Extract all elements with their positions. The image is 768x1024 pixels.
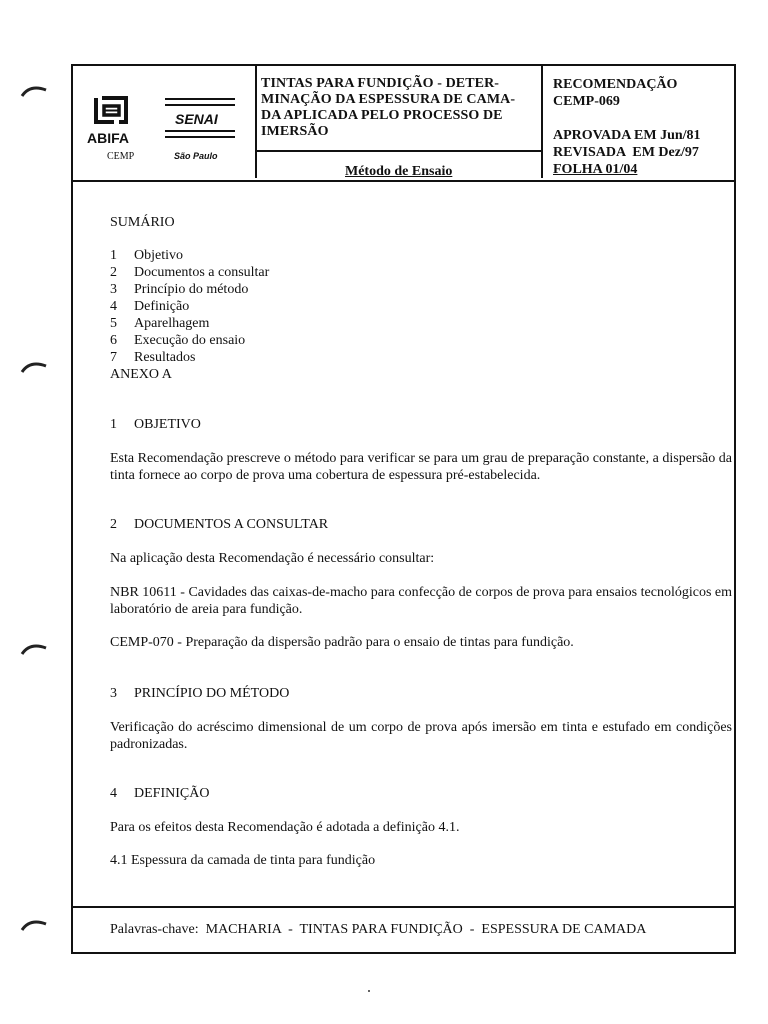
reference-item: CEMP-070 - Preparação da dispersão padrão para o ensaio de tintas para fundição. (110, 635, 574, 650)
section-heading: 4 DEFINIÇÃO (110, 786, 210, 801)
summary-item: 7 Resultados (110, 350, 196, 365)
abifa-logo-icon (92, 95, 130, 127)
doc-type: RECOMENDAÇÃO (553, 77, 678, 92)
document-header (73, 66, 734, 182)
summary-item: 3 Princípio do método (110, 282, 249, 297)
document-frame (71, 64, 736, 954)
document-info (543, 66, 734, 178)
section-heading: 2 DOCUMENTOS A CONSULTAR (110, 517, 329, 532)
document-title: TINTAS PARA FUNDIÇÃO - DETER- MINAÇÃO DA ESPESSURA DE CAMA- DA APLICADA PELO PROCESSO DE IMERSÃO (261, 76, 516, 139)
summary-item: 5 Aparelhagem (110, 316, 210, 331)
approved-date: APROVADA EM Jun/81 (553, 128, 701, 143)
scan-dot (368, 990, 370, 992)
keywords-footer: Palavras-chave: MACHARIA - TINTAS PARA FUNDIÇÃO - ESPESSURA DE CAMADA (110, 922, 647, 937)
method-label: Método de Ensaio (345, 164, 453, 179)
summary-item: 6 Execução do ensaio (110, 333, 246, 348)
binder-mark (20, 360, 48, 376)
section-heading: 3 PRINCÍPIO DO MÉTODO (110, 686, 290, 701)
reference-item: NBR 10611 - Cavidades das caixas-de-macho para confecção de corpos de prova para ensaios tecnológicos em laboratório de areia para fundição. (110, 585, 732, 617)
senai-label: SENAI (175, 111, 218, 127)
sheet-number: FOLHA 01/04 (553, 162, 638, 177)
summary-item: 4 Definição (110, 299, 190, 314)
binder-mark (20, 918, 48, 934)
cemp-label: CEMP (107, 151, 135, 162)
summary-annex: ANEXO A (110, 367, 172, 382)
abifa-label: ABIFA (87, 130, 129, 146)
summary-item: 1 Objetivo (110, 248, 183, 263)
binder-mark (20, 642, 48, 658)
section-heading: 1 OBJETIVO (110, 417, 201, 432)
summary-item: 2 Documentos a consultar (110, 265, 270, 280)
paragraph: Verificação do acréscimo dimensional de um corpo de prova após imersão em tinta e estufado em condições padronizadas. (110, 720, 732, 752)
logo-block (73, 66, 257, 178)
binder-mark (20, 84, 48, 100)
paragraph: Para os efeitos desta Recomendação é adotada a definição 4.1. (110, 820, 460, 835)
title-block (255, 66, 543, 178)
subsection-heading: 4.1 Espessura da camada de tinta para fundição (110, 853, 376, 868)
summary-title: SUMÁRIO (110, 215, 175, 230)
revised-date: REVISADA EM Dez/97 (553, 145, 699, 160)
paragraph: Esta Recomendação prescreve o método para verificar se para um grau de preparação constante, a dispersão da tinta fornece ao corpo de prova uma cobertura de espessura pré-estabelecida. (110, 451, 732, 483)
paragraph: Na aplicação desta Recomendação é necessário consultar: (110, 551, 435, 566)
doc-code: CEMP-069 (553, 94, 620, 109)
sao-paulo-label: São Paulo (174, 151, 218, 161)
